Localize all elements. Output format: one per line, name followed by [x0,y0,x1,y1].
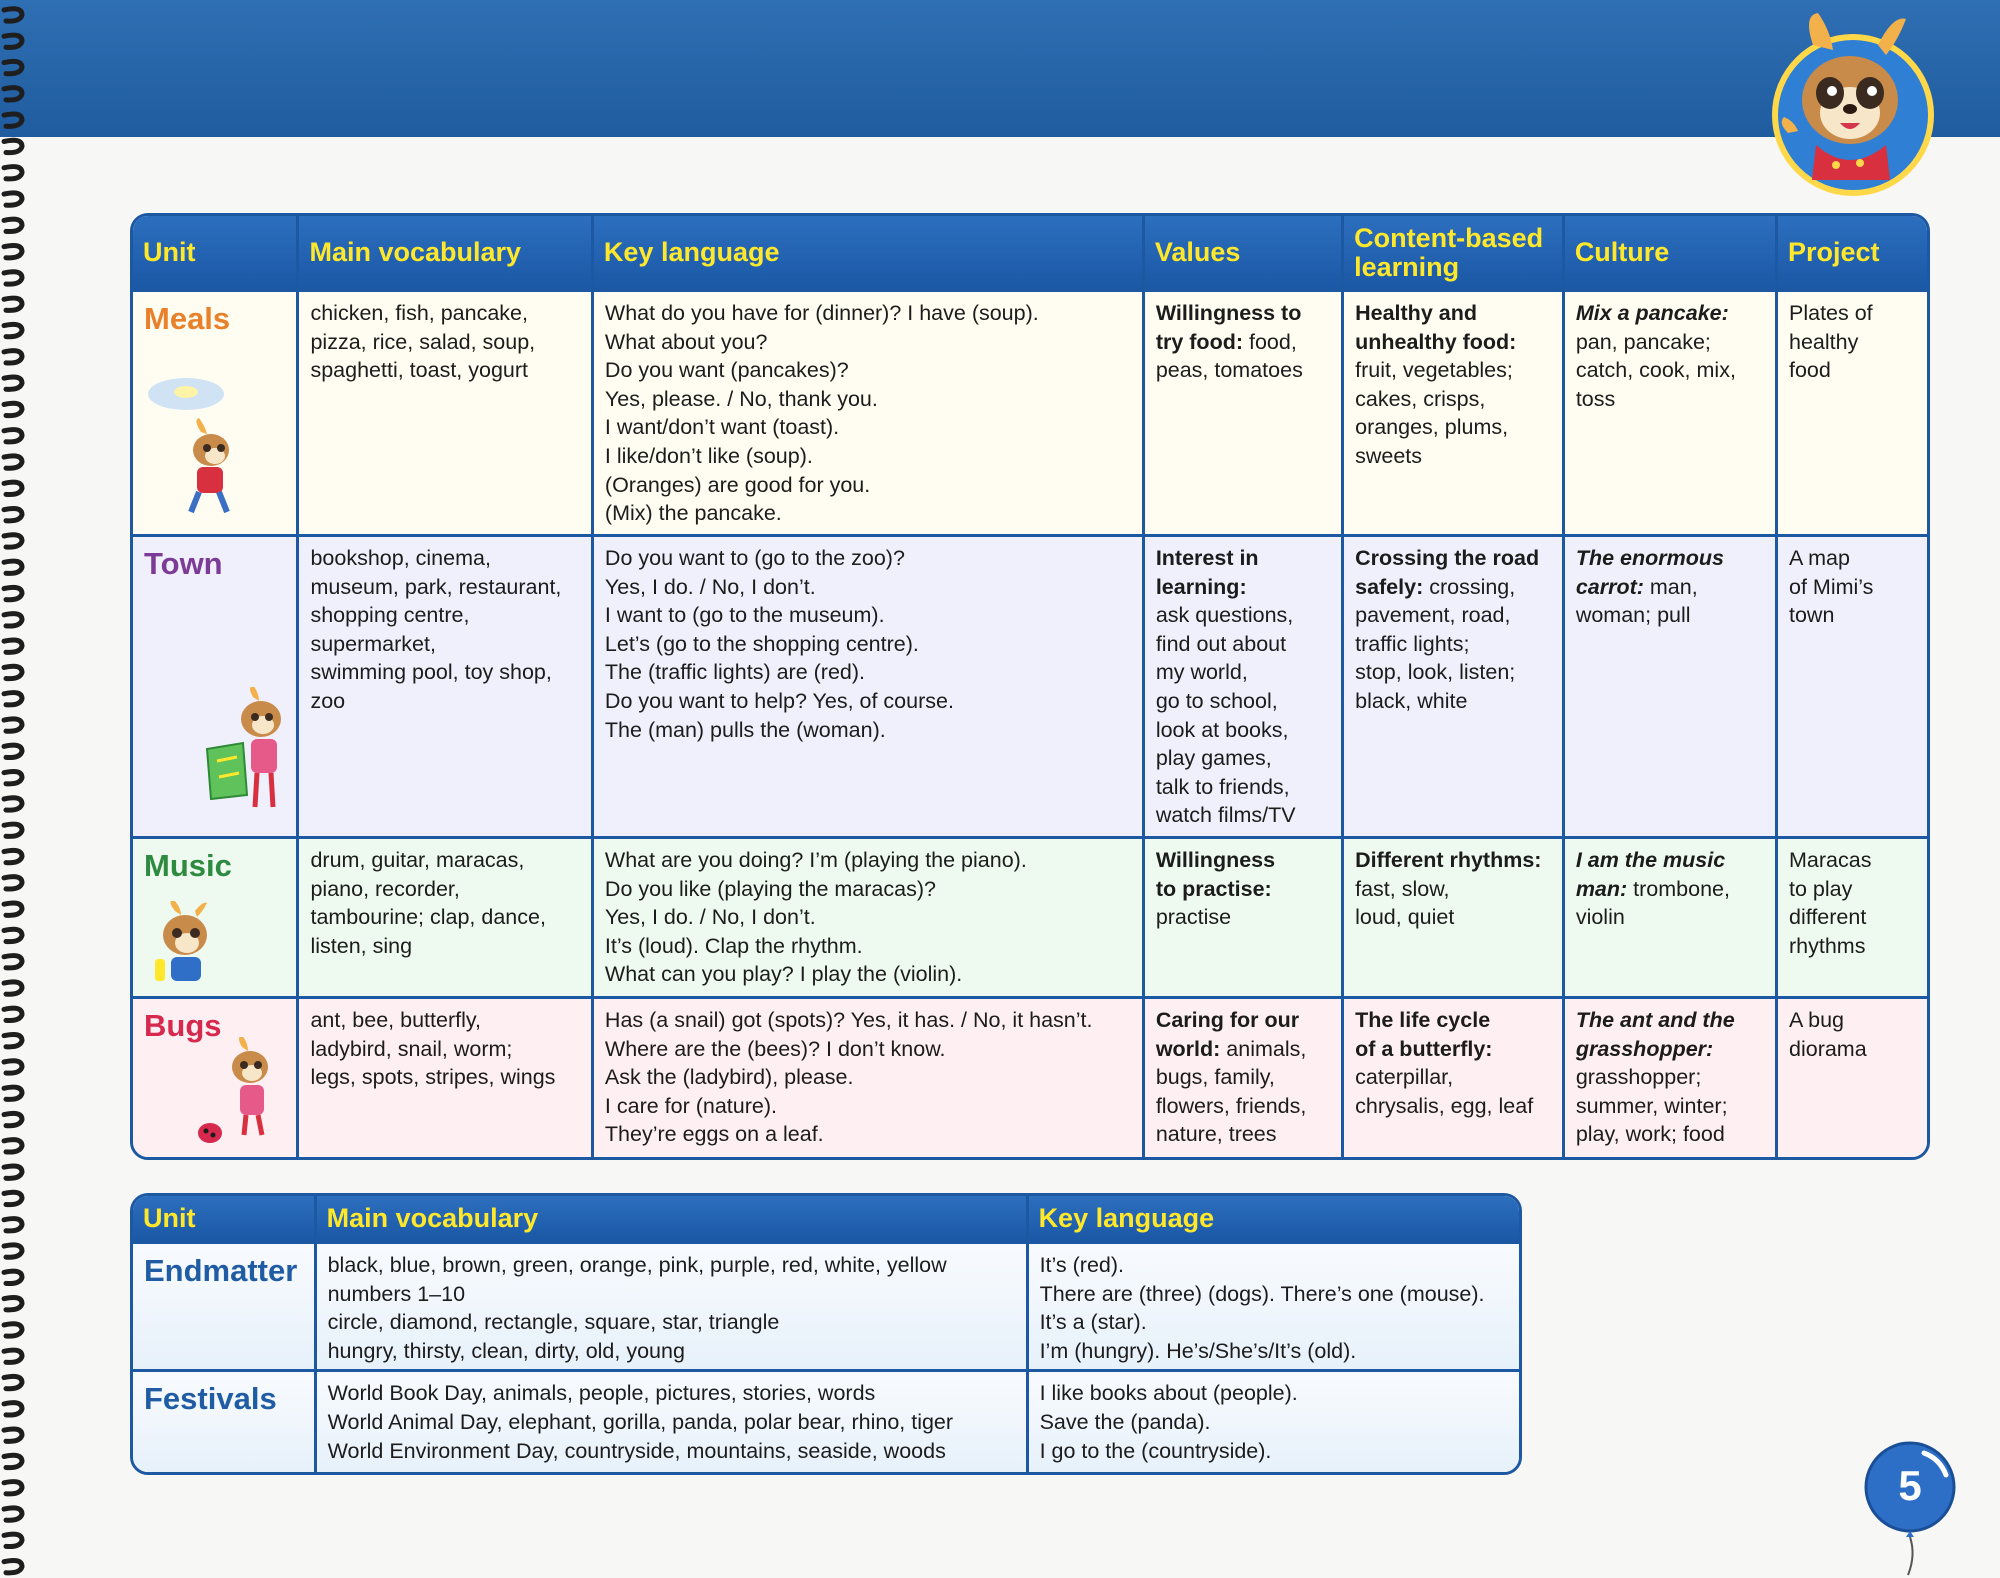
culture-cell-town [1565,537,1778,839]
spiral-coil [4,219,22,231]
text-line: Let’s (go to the shopping centre). [604,631,919,656]
text-line: oranges, plums, [1355,415,1509,440]
spiral-coil [4,1192,22,1204]
text-line: woman; pull [1575,603,1691,628]
header-key-language: Key language [594,216,1145,292]
culture-cell-meals [1565,292,1778,537]
text-line: Willingness [1155,848,1276,872]
text-line: Yes, please. / No, thank you. [604,386,878,411]
values-cell-bugs [1145,999,1344,1157]
spiral-coil [4,88,22,100]
text-line: zoo [310,688,346,713]
text-line: catch, cook, mix, [1575,358,1736,383]
spiral-coil [4,666,22,678]
text-line: What can you play? I play the (violin). [604,962,963,987]
text-line: go to school, [1155,688,1278,713]
spiral-coil [4,903,22,915]
header-main-vocabulary: Main vocabulary [317,1196,1029,1244]
key-language-cell-town [594,537,1145,839]
text-line: (Mix) the pancake. [604,501,782,526]
text-line: ladybird, snail, worm; [310,1036,513,1061]
text-line: chrysalis, egg, leaf [1355,1093,1534,1118]
spiral-coil [4,114,22,126]
header-values: Values [1145,216,1344,292]
text-line: It’s (loud). Clap the rhythm. [604,933,863,958]
text-line: I care for (nature). [604,1093,777,1118]
spiral-coil [4,1560,22,1572]
text-line: piano, recorder, [310,876,460,901]
project-cell-meals [1778,292,1927,537]
spiral-binding [0,0,30,1578]
text-line: nature, trees [1155,1122,1277,1147]
unit-name: Meals [144,301,231,336]
unit-cell-bugs [133,999,299,1157]
text-line: different [1789,905,1867,930]
text-line: listen, sing [310,933,413,958]
spiral-coil [4,298,22,310]
text-line: Has (a snail) got (spots)? Yes, it has. / No, it hasn’t. [604,1008,1093,1032]
text-line: to play [1789,876,1853,901]
spiral-coil [4,1166,22,1178]
header-project: Project [1778,216,1927,292]
unit-name: Endmatter [144,1253,298,1288]
content-cell-meals [1344,292,1565,537]
spiral-coil [4,482,22,494]
header-band [0,0,2000,137]
text-line: Different rhythms: [1355,848,1542,872]
spiral-coil [4,587,22,599]
extra-units-table [130,1193,1522,1475]
text-line: A map [1789,546,1850,570]
header-culture: Culture [1565,216,1778,292]
key-language-cell-bugs [594,999,1145,1157]
text-line: find out about [1155,631,1287,656]
header-unit: Unit [133,1196,317,1244]
spiral-coil [4,508,22,520]
text-line: diorama [1789,1036,1867,1061]
text-line: I’m (hungry). He’s/She’s/It’s (old). [1039,1338,1357,1363]
text-line: food [1789,358,1831,383]
text-line: I want to (go to the museum). [604,603,885,628]
text-line: look at books, [1155,717,1289,742]
mascot-music-icon [145,901,225,991]
spiral-coil [4,1034,22,1046]
text-line: bookshop, cinema, [310,546,491,570]
key-language-cell-music [594,839,1145,999]
text-line: tambourine; clap, dance, [310,905,546,930]
unit-cell-music [133,839,299,999]
spiral-coil [4,771,22,783]
vocabulary-cell-festivals [317,1372,1029,1472]
text-run: man, [1643,574,1698,599]
text-line: Do you want to (go to the zoo)? [604,546,905,570]
text-line: ant, bee, butterfly, [310,1008,481,1032]
text-line: Healthy and [1355,301,1477,325]
text-line: fruit, vegetables; [1355,358,1513,383]
text-line: traffic lights; [1355,631,1470,656]
spiral-coil [4,798,22,810]
vocabulary-cell-music [299,839,593,999]
syllabus-table [130,213,1930,1160]
key-language-cell-meals [594,292,1145,537]
text-line: (Oranges) are good for you. [604,472,871,497]
spiral-coil [4,351,22,363]
spiral-coil [4,1245,22,1257]
table-row-meals [133,292,1927,537]
text-line: It’s a (star). [1039,1310,1147,1335]
project-cell-town [1778,537,1927,839]
text-run: trombone, [1627,876,1730,901]
text-line: Ask the (ladybird), please. [604,1065,854,1090]
spiral-coil [4,1482,22,1494]
spiral-coil [4,430,22,442]
text-line: Caring for our [1155,1008,1300,1032]
spiral-coil [4,1403,22,1415]
spiral-coil [4,824,22,836]
text-line: hungry, thirsty, clean, dirty, old, young [327,1338,685,1363]
text-line: They’re eggs on a leaf. [604,1122,824,1147]
vocabulary-cell-town [299,537,593,839]
text-line: black, white [1355,688,1468,713]
values-cell-meals [1145,292,1344,537]
text-line: swimming pool, toy shop, [310,660,552,685]
spiral-coil [4,193,22,205]
spiral-coil [4,745,22,757]
text-line: The enormous [1575,546,1724,570]
text-line: The (man) pulls the (woman). [604,717,886,742]
text-line: Save the (panda). [1039,1409,1211,1434]
unit-cell-festivals [133,1372,317,1472]
spiral-coil [4,1087,22,1099]
spiral-coil [4,403,22,415]
spiral-coil [4,1429,22,1441]
text-line: violin [1575,905,1625,930]
text-line: pizza, rice, salad, soup, [310,329,536,354]
spiral-coil [4,1140,22,1152]
spiral-coil [4,61,22,73]
spiral-coil [4,693,22,705]
content-cell-bugs [1344,999,1565,1157]
project-cell-music [1778,839,1927,999]
text-line: The ant and the [1575,1008,1735,1032]
spiral-coil [4,850,22,862]
text-line: healthy [1789,329,1859,354]
project-cell-bugs [1778,999,1927,1157]
text-line: learning: [1155,574,1247,599]
text-line: spaghetti, toast, yogurt [310,358,528,383]
unit-name: Festivals [144,1381,277,1417]
spiral-coil [4,1324,22,1336]
text-line: What about you? [604,329,768,354]
text-line: Do you want (pancakes)? [604,358,849,383]
text-line: I like/don’t like (soup). [604,443,813,468]
text-line: watch films/TV [1155,803,1296,828]
header-row [133,1196,1519,1244]
spiral-coil [4,35,22,47]
spiral-coil [4,535,22,547]
text-line: pan, pancake; [1575,329,1711,354]
text-line: my world, [1155,660,1248,685]
values-cell-music [1145,839,1344,999]
text-line: of a butterfly: [1355,1036,1493,1061]
text-line: ask questions, [1155,603,1294,628]
unit-name: Bugs [144,1008,222,1043]
header-row [133,216,1927,292]
text-line: World Book Day, animals, people, pictures, stories, words [327,1381,876,1406]
text-line: Plates of [1789,301,1873,325]
spiral-coil [4,614,22,626]
spiral-coil [4,377,22,389]
text-line: town [1789,603,1835,628]
key-language-cell-endmatter [1029,1244,1519,1372]
text-line: I want/don’t want (toast). [604,415,840,440]
spiral-coil [4,9,22,21]
text-line: toss [1575,386,1616,411]
spiral-coil [4,1061,22,1073]
mascot-eating-icon [141,372,251,522]
text-line: I go to the (countryside). [1039,1438,1272,1463]
text-line: Do you want to help? Yes, of course. [604,688,954,713]
text-line: of Mimi’s [1789,574,1874,599]
table-row-bugs [133,999,1927,1157]
text-line: I like books about (people). [1039,1381,1298,1406]
unit-name: Town [144,546,223,581]
spiral-coil [4,272,22,284]
text-line: Willingness to [1155,301,1302,325]
spiral-coil [4,1297,22,1309]
text-line: grasshopper: [1575,1036,1714,1061]
spiral-coil [4,245,22,257]
unit-cell-meals [133,292,299,537]
spiral-coil [4,561,22,573]
spiral-coil [4,1113,22,1125]
header-unit: Unit [133,216,299,292]
spiral-coil [4,719,22,731]
unit-cell-town [133,537,299,839]
text-line: play games, [1155,746,1272,771]
spiral-coil [4,1350,22,1362]
culture-cell-music [1565,839,1778,999]
text-line: unhealthy food: [1355,329,1517,354]
text-line: Maracas [1789,848,1872,872]
text-run: animals, [1220,1036,1307,1061]
key-language-cell-festivals [1029,1372,1519,1472]
text-line: Yes, I do. / No, I don’t. [604,574,816,599]
unit-name: Music [144,848,232,883]
text-line: World Environment Day, countryside, mountains, seaside, woods [327,1438,946,1463]
vocabulary-cell-endmatter [317,1244,1029,1372]
text-line: caterpillar, [1355,1065,1454,1090]
header-content-based-learning: Content-based learning [1344,216,1565,292]
text-line: legs, spots, stripes, wings [310,1065,556,1090]
text-line: numbers 1–10 [327,1281,466,1306]
text-line: black, blue, brown, green, orange, pink, purple, red, white, yellow [327,1253,947,1277]
text-line: cakes, crisps, [1355,386,1486,411]
content-cell-music [1344,839,1565,999]
text-line: It’s (red). [1039,1253,1124,1277]
spiral-coil [4,929,22,941]
text-line: The life cycle [1355,1008,1491,1032]
spiral-coil [4,1508,22,1520]
text-line: What are you doing? I’m (playing the piano). [604,848,1027,872]
text-line: There are (three) (dogs). There’s one (mouse). [1039,1281,1485,1306]
text-line: shopping centre, [310,603,470,628]
text-line: Do you like (playing the maracas)? [604,876,936,901]
text-run: man: [1575,876,1628,901]
text-line: Yes, I do. / No, I don’t. [604,905,816,930]
mascot-map-icon [203,687,298,827]
spiral-coil [4,640,22,652]
text-line: practise [1155,905,1232,930]
page-number: 5 [1898,1462,1922,1509]
table-row-festivals [133,1372,1519,1472]
header-main-vocabulary: Main vocabulary [299,216,593,292]
text-line: flowers, friends, [1155,1093,1307,1118]
spiral-coil [4,167,22,179]
spiral-coil [4,956,22,968]
spiral-coil [4,456,22,468]
text-line: to practise: [1155,876,1272,901]
content-cell-town [1344,537,1565,839]
text-line: sweets [1355,443,1423,468]
table-row-endmatter [133,1244,1519,1372]
text-line: grasshopper; [1575,1065,1702,1090]
mascot-character-icon [1758,5,1938,205]
table-row-music [133,839,1927,999]
text-line: supermarket, [310,631,436,656]
text-line: The (traffic lights) are (red). [604,660,865,685]
culture-cell-bugs [1565,999,1778,1157]
vocabulary-cell-meals [299,292,593,537]
text-run: food, [1243,329,1297,354]
spiral-coil [4,877,22,889]
text-line: I am the music [1575,848,1726,872]
text-line: loud, quiet [1355,905,1455,930]
text-line: Interest in [1155,546,1259,570]
vocabulary-cell-bugs [299,999,593,1157]
text-line: Crossing the road [1355,546,1540,570]
text-line: play, work; food [1575,1122,1725,1147]
unit-cell-endmatter [133,1244,317,1372]
table-row-town [133,537,1927,839]
header-key-language: Key language [1029,1196,1519,1244]
text-line: A bug [1789,1008,1844,1032]
spiral-coil [4,1455,22,1467]
text-line: What do you have for (dinner)? I have (soup). [604,301,1039,325]
spiral-coil [4,140,22,152]
spiral-coil [4,324,22,336]
text-run: crossing, [1423,574,1516,599]
text-line: bugs, family, [1155,1065,1275,1090]
text-line: circle, diamond, rectangle, square, star, triangle [327,1310,780,1335]
text-line: World Animal Day, elephant, gorilla, panda, polar bear, rhino, tiger [327,1409,954,1434]
spiral-coil [4,1008,22,1020]
text-line: summer, winter; [1575,1093,1728,1118]
spiral-coil [4,1219,22,1231]
mascot-bug-icon [198,1037,288,1149]
text-run: carrot: [1575,574,1644,599]
text-line: stop, look, listen; [1355,660,1516,685]
spiral-coil [4,982,22,994]
text-run: safely: [1355,574,1424,599]
text-line: pavement, road, [1355,603,1511,628]
text-line: Mix a pancake: [1575,301,1729,325]
text-run: world: [1155,1036,1221,1061]
text-line: chicken, fish, pancake, [310,301,528,325]
text-line: fast, slow, [1355,876,1450,901]
spiral-coil [4,1271,22,1283]
text-line: talk to friends, [1155,774,1290,799]
spiral-coil [4,1534,22,1546]
spiral-coil [4,1376,22,1388]
text-line: Where are the (bees)? I don’t know. [604,1036,946,1061]
text-line: museum, park, restaurant, [310,574,562,599]
text-line: peas, tomatoes [1155,358,1303,383]
text-run: try food: [1155,329,1243,354]
values-cell-town [1145,537,1344,839]
text-line: rhythms [1789,933,1866,958]
text-line: drum, guitar, maracas, [310,848,525,872]
